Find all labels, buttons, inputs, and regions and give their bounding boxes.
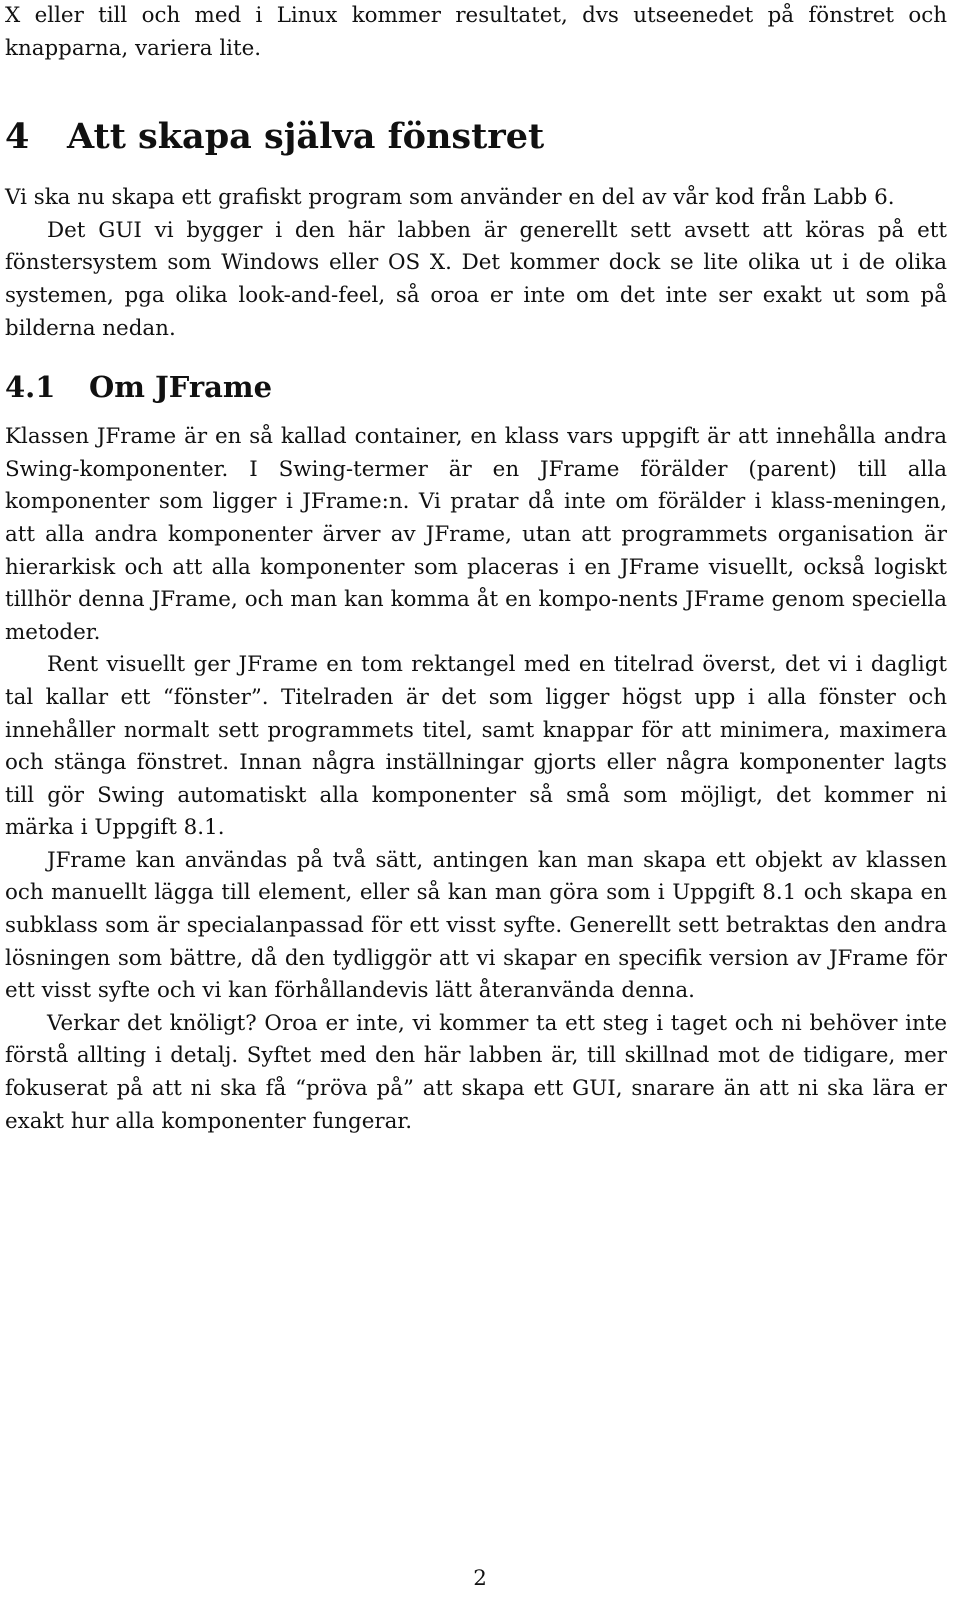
subsection-title: Om JFrame — [89, 370, 273, 405]
section-title: Att skapa själva fönstret — [67, 116, 545, 158]
subsection-paragraph-3: JFrame kan användas på två sätt, antingen kan man skapa ett objekt av klassen och manuellt lägga till element, eller så kan man göra som i Uppgift 8.1 och skapa en subklass som är specialanpassad för ett visst syfte. Generellt sett betraktas den andra lösningen som bättre, då den tydliggör att vi skapar en specifik version av JFrame för ett visst syfte och vi kan förhållandevis lätt återanvända denna. — [5, 847, 947, 1004]
subsection-heading — [5, 369, 947, 405]
subsection-paragraph-2: Rent visuellt ger JFrame en tom rektangel med en titelrad överst, det vi i dagligt tal kallar ett “fönster”. Titelraden är det som ligger högst upp i alla fönster och innehåller normalt sett programmets titel, samt knappar för att minimera, maximera och stänga fönstret. Innan några inställningar gjorts eller några komponenter lagts till gör Swing automatiskt alla komponenter så små som möjligt, det kommer ni märka i Uppgift 8.1. — [5, 652, 947, 841]
subsection-paragraph-1: Klassen JFrame är en så kallad container, en klass vars uppgift är att innehålla andra Swing-komponenter. I Swing-termer är en JFrame förälder (parent) till alla komponenter som ligger i JFrame:n. Vi pratar då inte om förälder i klass-meningen, att alla andra komponenter ärver av JFrame, utan att programmets organisation är hierarkisk och att alla komponenter som placeras i en JFrame visuellt, också logiskt tillhör denna JFrame, och man kan komma åt en kompo-nents JFrame genom speciella metoder. — [5, 424, 947, 645]
section-number: 4 — [5, 116, 30, 158]
intro-paragraph: X eller till och med i Linux kommer resultatet, dvs utseenedet på fönstret och knapparna, variera lite. — [5, 3, 947, 61]
section-heading — [5, 117, 947, 157]
subsection-paragraph-4: Verkar det knöligt? Oroa er inte, vi kommer ta ett steg i taget och ni behöver inte förstå allting i detalj. Syftet med den här labben är, till skillnad mot de tidigare, mer fokuserat på att ni ska få “pröva på” att skapa ett GUI, snarare än att ni ska lära er exakt hur alla komponenter fungerar. — [5, 1010, 947, 1134]
page-number: 2 — [473, 1566, 487, 1591]
section-paragraph-1: Vi ska nu skapa ett grafiskt program som använder en del av vår kod från Labb 6. — [5, 185, 895, 211]
document-page — [5, 0, 947, 1138]
subsection-number: 4.1 — [5, 370, 56, 405]
section-paragraph-2: Det GUI vi bygger i den här labben är generellt sett avsett att köras på ett fönstersystem som Windows eller OS X. Det kommer dock se lite olika ut i de olika systemen, pga olika look-and-feel, så oroa er inte om det inte ser exakt ut som på bilderna nedan. — [5, 217, 947, 341]
